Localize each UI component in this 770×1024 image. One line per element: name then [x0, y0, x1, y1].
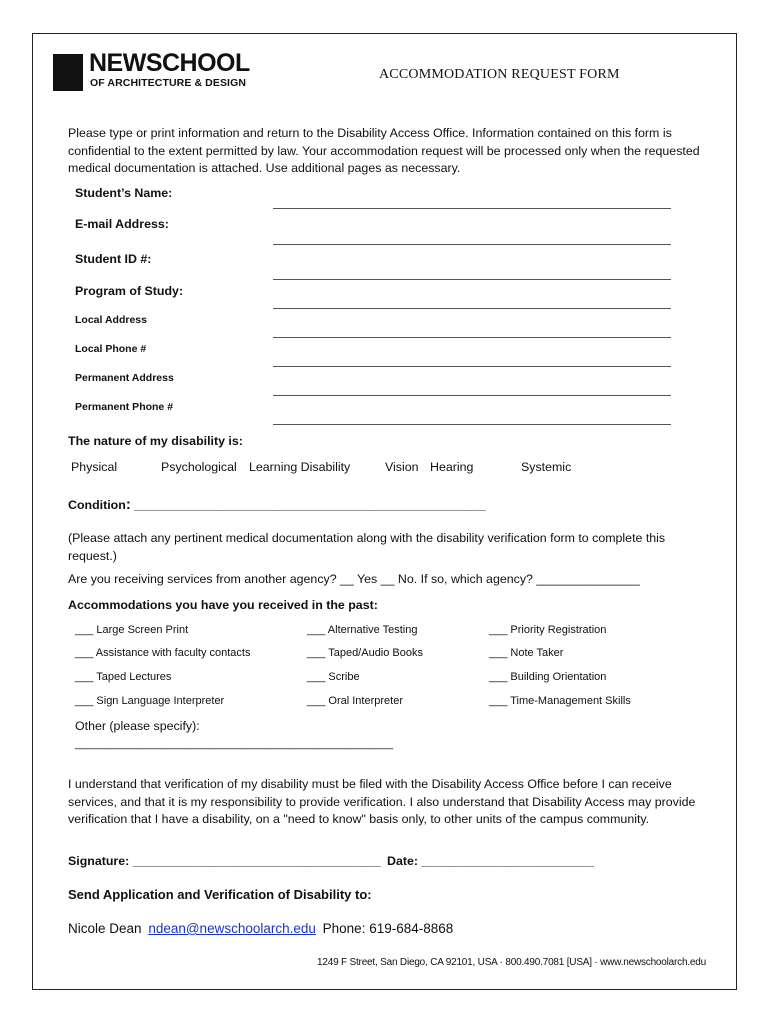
- logo-subtitle: OF ARCHITECTURE & DESIGN: [90, 77, 247, 89]
- form-title: ACCOMMODATION REQUEST FORM: [379, 67, 620, 82]
- signature-field[interactable]: ____________________________________: [132, 854, 381, 868]
- acc-oral-interpreter[interactable]: ___ Oral Interpreter: [307, 695, 403, 707]
- acc-time-management[interactable]: ___ Time-Management Skills: [489, 695, 631, 707]
- condition-field[interactable]: ___________________________________________________: [130, 498, 486, 512]
- permanent-address-field[interactable]: [273, 395, 671, 396]
- acc-note-taker[interactable]: ___ Note Taker: [489, 647, 564, 659]
- acc-taped-audio-books[interactable]: ___ Taped/Audio Books: [307, 647, 423, 659]
- option-learning-disability[interactable]: Learning Disability: [249, 460, 351, 474]
- student-id-label: Student ID #:: [75, 252, 152, 266]
- date-field[interactable]: _________________________: [421, 854, 594, 868]
- program-field[interactable]: [273, 308, 671, 309]
- condition-label: Condition: [68, 498, 126, 512]
- contact-email-link[interactable]: ndean@newschoolarch.edu: [148, 921, 316, 936]
- condition-row: [68, 496, 486, 513]
- student-name-field[interactable]: [273, 208, 671, 209]
- email-label: E-mail Address:: [75, 217, 169, 231]
- intro-paragraph: Please type or print information and return to the Disability Access Office. Information contained on this form is confidential to the extent permitted by law. Your accommodation request will be processed only when the requested medical documentation is attached. Use additional pages as necessary.: [68, 126, 700, 175]
- send-to-heading: Send Application and Verification of Disability to:: [68, 887, 372, 902]
- acc-building-orientation[interactable]: ___ Building Orientation: [489, 671, 607, 683]
- other-label: Other (please specify):: [75, 719, 200, 733]
- other-field[interactable]: ____________________________________________________: [75, 738, 394, 750]
- contact-row: [68, 921, 453, 936]
- acc-assistance-faculty[interactable]: ___ Assistance with faculty contacts: [75, 647, 251, 659]
- option-hearing[interactable]: Hearing: [430, 460, 474, 474]
- local-phone-field[interactable]: [273, 366, 671, 367]
- option-physical[interactable]: Physical: [71, 460, 118, 474]
- logo-title: NEWSCHOOL: [89, 49, 250, 77]
- acc-sign-language[interactable]: ___ Sign Language Interpreter: [75, 695, 225, 707]
- email-field[interactable]: [273, 244, 671, 245]
- attach-note: (Please attach any pertinent medical documentation along with the disability verification form to complete this request.): [68, 531, 666, 563]
- accommodations-heading: Accommodations you have you received in the past:: [68, 598, 378, 612]
- signature-row: [68, 854, 381, 868]
- acc-alternative-testing[interactable]: ___ Alternative Testing: [307, 624, 418, 636]
- permanent-phone-label: Permanent Phone #: [75, 401, 174, 413]
- acc-scribe[interactable]: ___ Scribe: [307, 671, 360, 683]
- option-psychological[interactable]: Psychological: [161, 460, 237, 474]
- local-phone-label: Local Phone #: [75, 343, 147, 355]
- option-systemic[interactable]: Systemic: [521, 460, 572, 474]
- date-label: Date:: [387, 854, 422, 868]
- permanent-phone-field[interactable]: [273, 424, 671, 425]
- signature-label: Signature:: [68, 854, 133, 868]
- disability-heading: The nature of my disability is:: [68, 434, 243, 448]
- footer-address: 1249 F Street, San Diego, CA 92101, USA · 800.490.7081 [USA] · www.newschoolarch.edu: [317, 957, 706, 968]
- program-label: Program of Study:: [75, 284, 184, 298]
- condition-colon: :: [125, 496, 131, 513]
- contact-name: Nicole Dean: [68, 921, 142, 936]
- permanent-address-label: Permanent Address: [75, 372, 174, 384]
- acc-taped-lectures[interactable]: ___ Taped Lectures: [75, 671, 172, 683]
- local-address-label: Local Address: [75, 314, 147, 326]
- student-id-field[interactable]: [273, 279, 671, 280]
- acc-priority-registration[interactable]: ___ Priority Registration: [489, 624, 607, 636]
- agency-question[interactable]: Are you receiving services from another agency? __ Yes __ No. If so, which agency? _______________: [68, 572, 640, 586]
- contact-phone: Phone: 619-684-8868: [322, 921, 454, 936]
- option-vision[interactable]: Vision: [385, 460, 419, 474]
- date-row: [387, 854, 594, 868]
- logo-mark: [53, 54, 83, 91]
- local-address-field[interactable]: [273, 337, 671, 338]
- acc-large-screen-print[interactable]: ___ Large Screen Print: [75, 624, 189, 636]
- student-name-label: Student’s Name:: [75, 186, 173, 200]
- form-page: [32, 33, 737, 990]
- agreement-paragraph: I understand that verification of my disability must be filed with the Disability Access Office before I can receive services, and that it is my responsibility to provide verification. I also understand that Disability Access may provide verification that I have a disability, on a "need to know" basis only, to other units of the campus community.: [68, 777, 696, 826]
